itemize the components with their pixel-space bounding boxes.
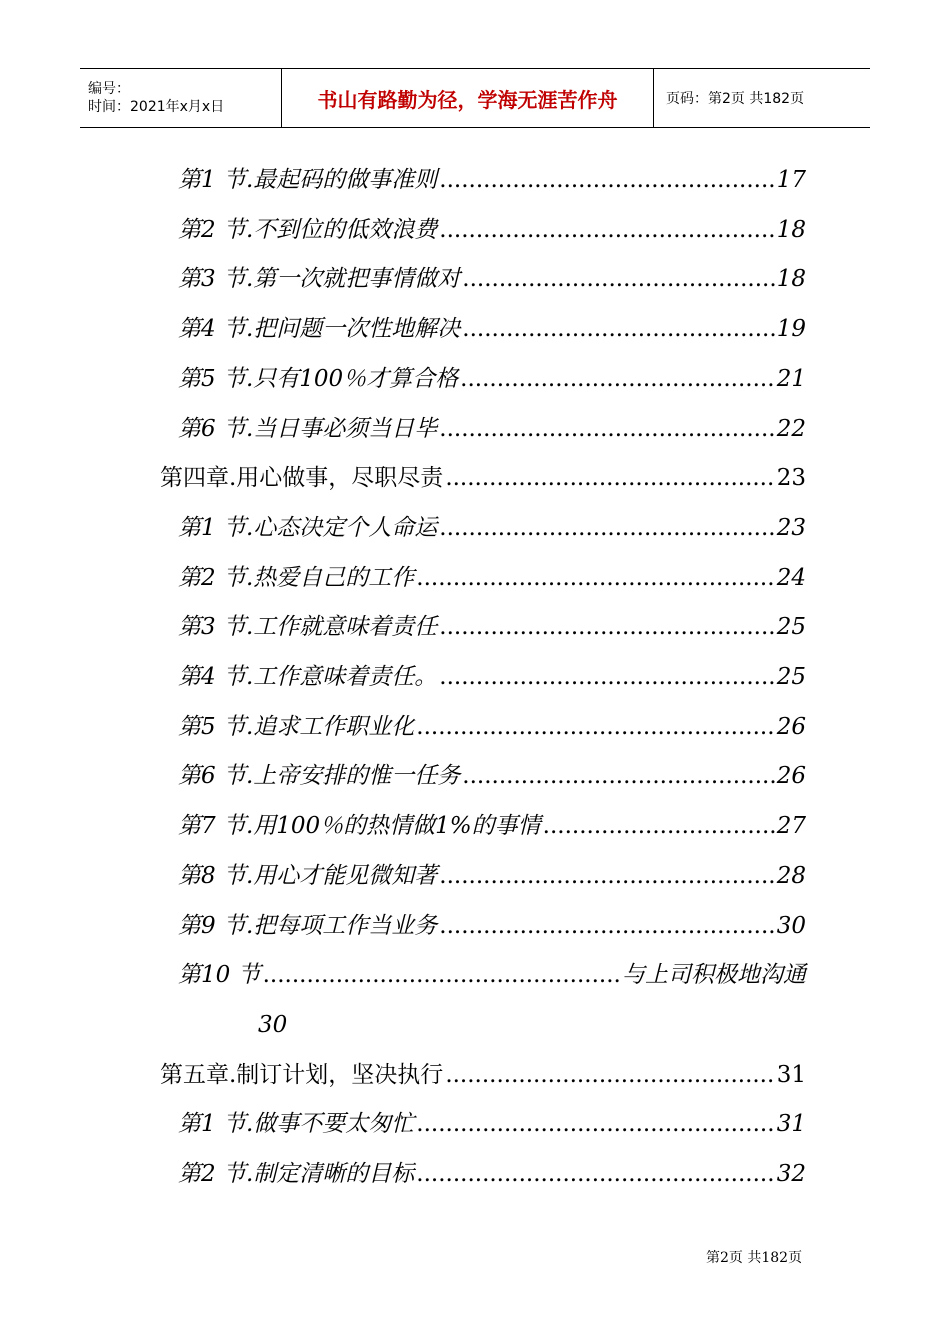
page-header — [80, 68, 870, 128]
toc-entry-title: 第3 节.工作就意味着责任 — [178, 614, 438, 640]
toc-entry-page-number: 19 — [776, 316, 806, 342]
header-number-label: 编号： — [88, 81, 130, 97]
toc-entry-title: 第2 节.热爱自己的工作 — [178, 565, 415, 591]
toc-dot-leader — [416, 702, 774, 752]
toc-entry-page-number: 27 — [776, 813, 806, 839]
toc-dot-leader — [460, 354, 775, 404]
toc-entry-page-number: 31 — [776, 1111, 806, 1137]
toc-entry-page-number: 26 — [776, 763, 806, 789]
toc-dot-leader — [462, 751, 774, 801]
toc-section-entry[interactable] — [178, 304, 806, 354]
toc-dot-leader — [416, 553, 774, 603]
toc-section-entry[interactable] — [178, 404, 806, 454]
toc-dot-leader — [543, 801, 775, 851]
toc-dot-leader — [439, 901, 774, 951]
toc-entry-page-number: 25 — [776, 664, 806, 690]
toc-entry-page-number: 25 — [776, 614, 806, 640]
toc-entry-page-number: 32 — [776, 1161, 806, 1187]
header-meta — [80, 69, 282, 127]
toc-dot-leader — [439, 652, 774, 702]
toc-section-entry[interactable] — [178, 702, 806, 752]
toc-section-entry[interactable] — [178, 602, 806, 652]
toc-chapter-entry[interactable] — [160, 453, 806, 503]
toc-entry-page-number: 22 — [776, 416, 806, 442]
toc-chapter-entry[interactable] — [160, 1050, 806, 1100]
toc-section-entry[interactable] — [178, 553, 806, 603]
toc-section-entry[interactable] — [178, 503, 806, 553]
toc-entry-title: 第1 节.心态决定个人命运 — [178, 515, 438, 541]
toc-dot-leader — [439, 602, 774, 652]
toc-dot-leader — [462, 254, 774, 304]
toc-entry-page-number: 28 — [776, 863, 806, 889]
toc-entry-title: 第2 节.不到位的低效浪费 — [178, 217, 438, 243]
toc-dot-leader — [263, 950, 620, 1000]
header-time-label: 时间：2021年x月x日 — [88, 99, 225, 115]
toc-entry-title: 第5 节.只有100％才算合格 — [178, 366, 459, 392]
toc-dot-leader — [439, 155, 774, 205]
toc-entry-title: 第7 节.用100％的热情做1%的事情 — [178, 813, 541, 839]
toc-entry-page-number: 21 — [776, 366, 806, 392]
toc-entry-page-number: 18 — [776, 266, 806, 292]
toc-entry-title: 第五章.制订计划，坚决执行 — [160, 1062, 444, 1088]
toc-entry-page-number: 与上司积极地沟通 — [622, 962, 806, 988]
toc-entry-page-number: 24 — [776, 565, 806, 591]
toc-entry-title: 第4 节.工作意味着责任。 — [178, 664, 438, 690]
toc-section-entry[interactable] — [178, 751, 806, 801]
toc-section-entry[interactable] — [178, 801, 806, 851]
toc-dot-leader — [439, 851, 774, 901]
toc-entry-page-number: 17 — [776, 167, 806, 193]
toc-section-entry[interactable] — [178, 851, 806, 901]
toc-section-entry[interactable] — [178, 901, 806, 951]
toc-entry-title: 第5 节.追求工作职业化 — [178, 714, 415, 740]
toc-dot-leader — [416, 1149, 774, 1199]
toc-dot-leader — [416, 1099, 774, 1149]
toc-dot-leader — [439, 205, 774, 255]
toc-entry-title: 第1 节.做事不要太匆忙 — [178, 1111, 415, 1137]
toc-entry-title: 第3 节.第一次就把事情做对 — [178, 266, 461, 292]
toc-section-entry[interactable] — [178, 155, 806, 205]
toc-entry-title: 第6 节.上帝安排的惟一任务 — [178, 763, 461, 789]
toc-entry-title: 第9 节.把每项工作当业务 — [178, 913, 438, 939]
toc-entry-title: 第10 节 — [178, 962, 261, 988]
toc-entry-page-number: 18 — [776, 217, 806, 243]
toc-entry-page-number: 31 — [776, 1062, 806, 1088]
toc-entry-title: 第四章.用心做事，尽职尽责 — [160, 465, 444, 491]
toc-section-entry[interactable] — [178, 205, 806, 255]
toc-section-entry[interactable] — [178, 950, 806, 1000]
toc-entry-page-number: 23 — [776, 515, 806, 541]
toc-entry-title: 第8 节.用心才能见微知著 — [178, 863, 438, 889]
toc-section-entry[interactable] — [178, 652, 806, 702]
page-footer: 第2页 共182页 — [706, 1250, 803, 1266]
toc-entry-page-number: 30 — [776, 913, 806, 939]
header-motto: 书山有路勤为径，学海无涯苦作舟 — [282, 69, 654, 127]
toc-dot-leader — [462, 304, 774, 354]
toc-section-entry[interactable] — [178, 1099, 806, 1149]
toc-dot-leader — [445, 453, 774, 503]
toc-section-entry[interactable] — [178, 254, 806, 304]
toc-entry-title: 第1 节.最起码的做事准则 — [178, 167, 438, 193]
toc-dot-leader — [445, 1050, 774, 1100]
toc-dot-leader — [439, 503, 774, 553]
toc-entry-page-number: 23 — [776, 465, 806, 491]
toc-entry-title: 第4 节.把问题一次性地解决 — [178, 316, 461, 342]
toc-dot-leader — [439, 404, 774, 454]
toc-entry-title: 第6 节.当日事必须当日毕 — [178, 416, 438, 442]
header-page-info: 页码：第2页 共182页 — [666, 91, 805, 107]
toc-section-entry[interactable] — [178, 354, 806, 404]
toc-wrapped-page-number: 30 — [258, 1012, 288, 1038]
toc-entry-title: 第2 节.制定清晰的目标 — [178, 1161, 415, 1187]
toc-section-entry[interactable] — [178, 1149, 806, 1199]
toc-entry-page-number: 26 — [776, 714, 806, 740]
